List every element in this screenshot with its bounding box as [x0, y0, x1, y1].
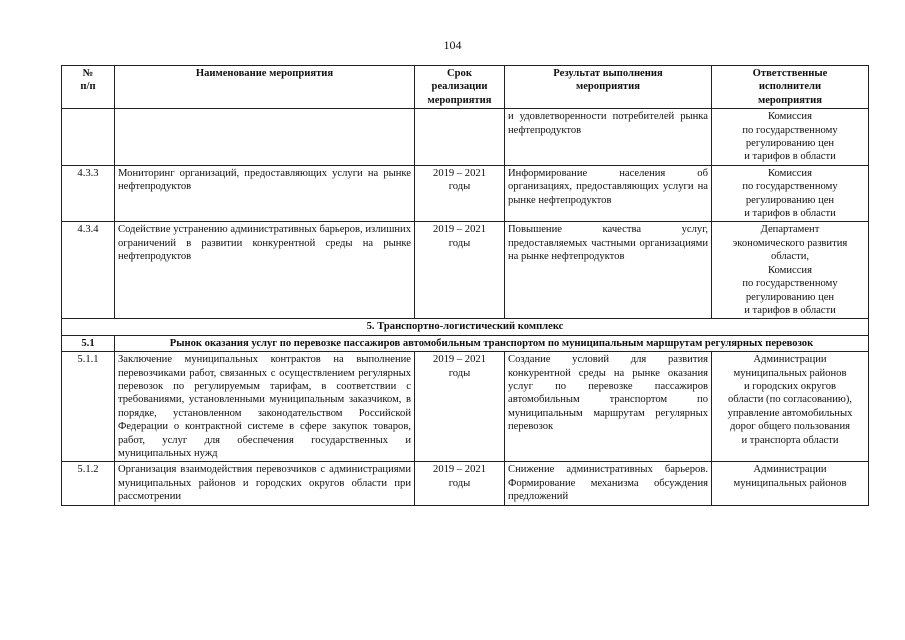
cell-num: 4.3.4 — [62, 222, 115, 319]
header-num: № п/п — [62, 66, 115, 109]
cell-executors: Комиссия по государственному регулированию цен и тарифов в области — [712, 165, 869, 222]
cell-executors: Администрации муниципальных районов и городских округов области (по согласованию), управление автомобильных дорог общего пользования и транспорта области — [712, 352, 869, 462]
header-result: Результат выполнения мероприятия — [505, 66, 712, 109]
header-name: Наименование мероприятия — [115, 66, 415, 109]
table-row — [62, 352, 869, 462]
subsection-row — [62, 335, 869, 351]
activities-table — [61, 65, 869, 506]
table-row — [62, 462, 869, 505]
cell-num: 5.1.2 — [62, 462, 115, 505]
cell-name: Заключение муниципальных контрактов на выполнение перевозчиками работ, связанных с осуществлением регулярных перевозок по регулируемым тарифам, в соответствии с требованиями, установленными муниципальным заказчиком, в порядке, установленном законодательством Российской Федерации о контрактной системе в сфере закупок товаров, работ, услуг для обеспечения государственных и муниципальных нужд — [115, 352, 415, 462]
cell-name: Организация взаимодействия перевозчиков с администрациями муниципальных районов и городских округов области при рассмотрении — [115, 462, 415, 505]
cell-num: 4.3.3 — [62, 165, 115, 222]
cell-name: Содействие устранению административных барьеров, излишних ограничений в развитии конкурентной среды на рынке нефтепродуктов — [115, 222, 415, 319]
section-title: 5. Транспортно-логистический комплекс — [62, 319, 869, 335]
table-row — [62, 109, 869, 166]
subsection-num: 5.1 — [62, 335, 115, 351]
subsection-title: Рынок оказания услуг по перевозке пассажиров автомобильным транспортом по муниципальным маршрутам регулярных перевозок — [115, 335, 869, 351]
cell-name: Мониторинг организаций, предоставляющих услуги на рынке нефтепродуктов — [115, 165, 415, 222]
header-term: Срок реализации мероприятия — [415, 66, 505, 109]
cell-result: Снижение административных барьеров. Формирование механизма обсуждения предложений — [505, 462, 712, 505]
table-row — [62, 165, 869, 222]
table-row — [62, 222, 869, 319]
table-header-row — [62, 66, 869, 109]
cell-term: 2019 – 2021 годы — [415, 352, 505, 462]
cell-term: 2019 – 2021 годы — [415, 222, 505, 319]
cell-term: 2019 – 2021 годы — [415, 165, 505, 222]
cell-result: Информирование населения об организациях, предоставляющих услуги на рынке нефтепродуктов — [505, 165, 712, 222]
cell-executors: Комиссия по государственному регулированию цен и тарифов в области — [712, 109, 869, 166]
cell-num — [62, 109, 115, 166]
cell-executors: Администрации муниципальных районов — [712, 462, 869, 505]
cell-term: 2019 – 2021 годы — [415, 462, 505, 505]
page-number: 104 — [443, 38, 462, 52]
cell-term — [415, 109, 505, 166]
cell-num: 5.1.1 — [62, 352, 115, 462]
cell-name — [115, 109, 415, 166]
section-row — [62, 319, 869, 335]
cell-result: и удовлетворенности потребителей рынка нефтепродуктов — [505, 109, 712, 166]
cell-executors: Департамент экономического развития области, Комиссия по государственному регулированию цен и тарифов в области — [712, 222, 869, 319]
cell-result: Повышение качества услуг, предоставляемых частными организациями на рынке нефтепродуктов — [505, 222, 712, 319]
cell-result: Создание условий для развития конкурентной среды на рынке оказания услуг по перевозке пассажиров автомобильным транспортом по муниципальным маршрутам регулярных перевозок — [505, 352, 712, 462]
header-executors: Ответственные исполнители мероприятия — [712, 66, 869, 109]
